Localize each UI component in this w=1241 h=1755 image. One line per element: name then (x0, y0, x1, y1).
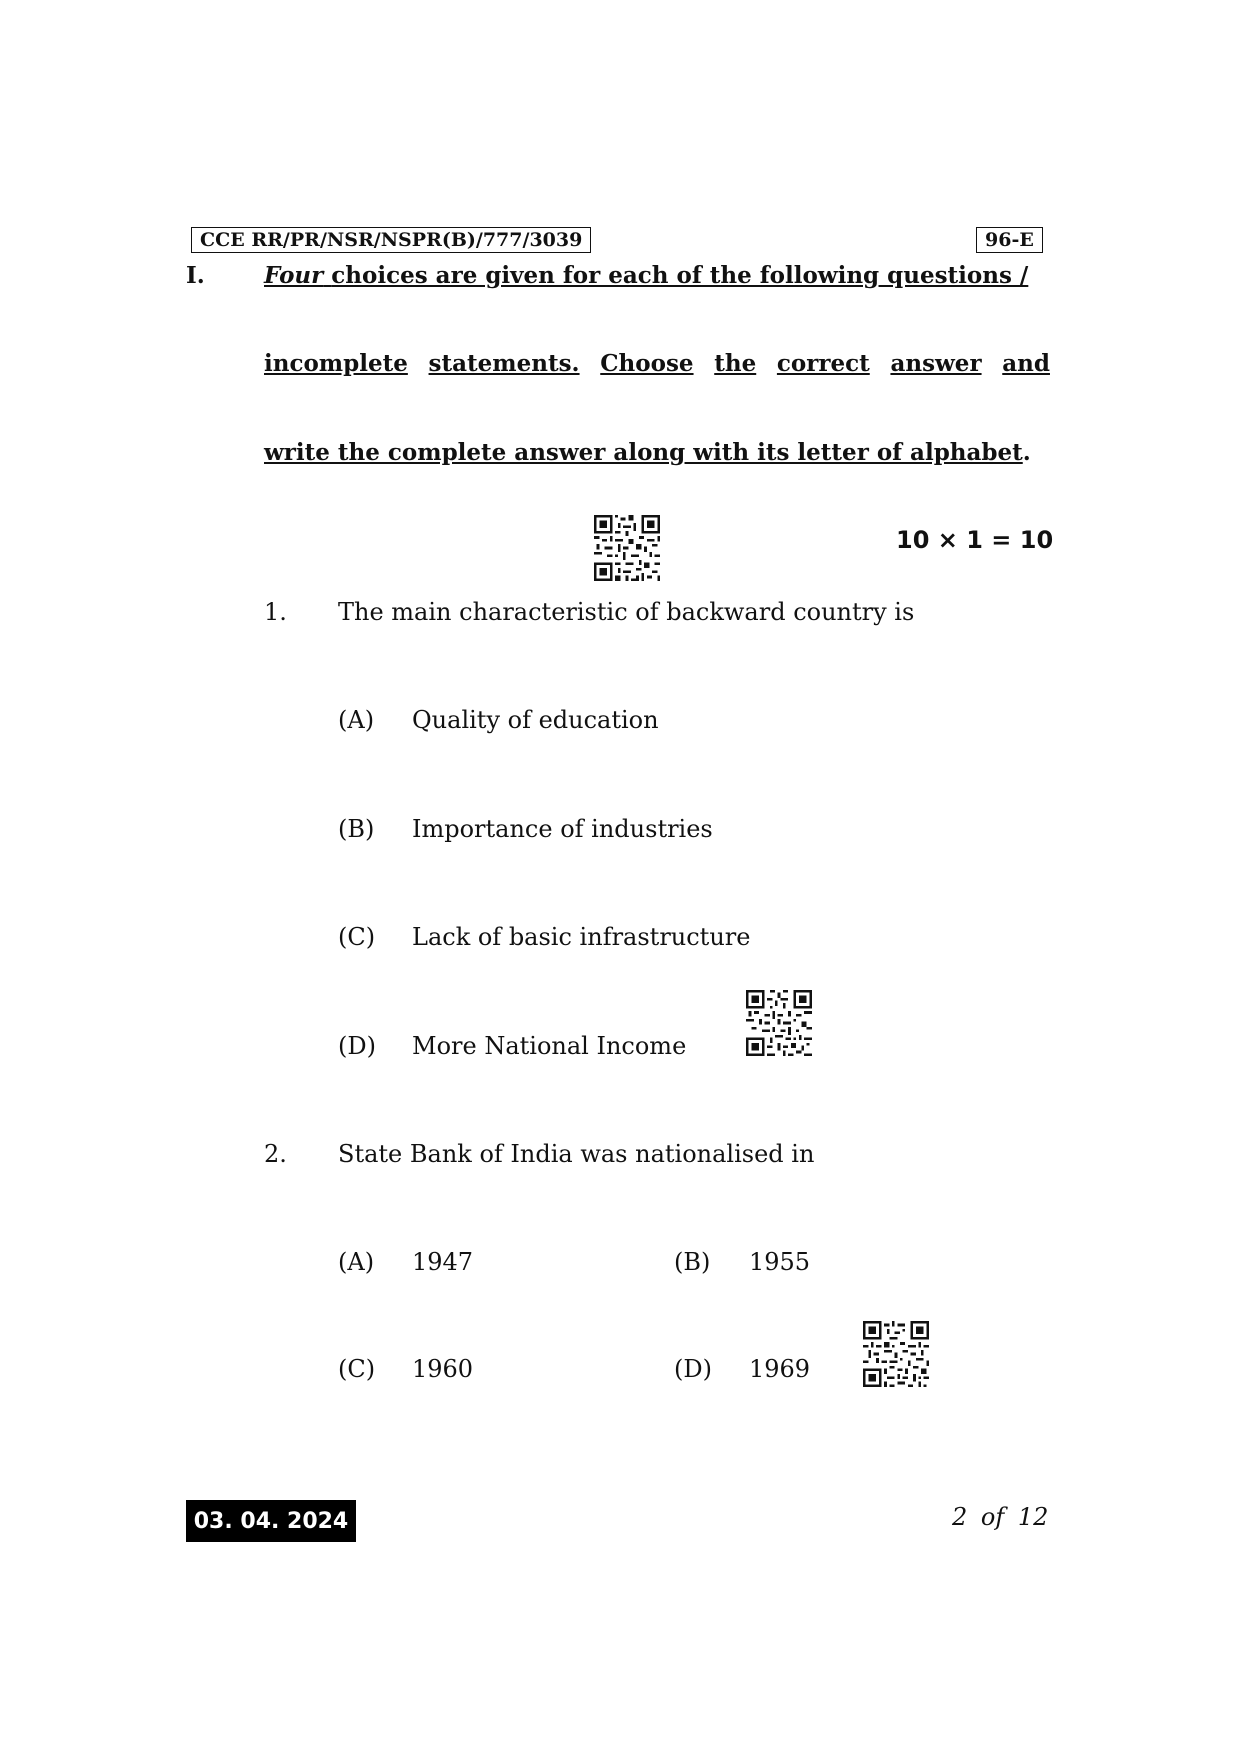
instruction-word: and (1002, 350, 1050, 377)
option-text: Importance of industries (412, 815, 713, 843)
option-text: More National Income (412, 1032, 687, 1060)
question-number: 2. (264, 1140, 287, 1168)
option-text: 1955 (749, 1248, 811, 1276)
option-text: 1969 (749, 1355, 811, 1383)
qr-code-icon (594, 515, 660, 581)
page-number: 2 of 12 (952, 1503, 1049, 1531)
option-text: Quality of education (412, 706, 659, 734)
qr-code-icon (746, 990, 812, 1056)
instruction-word: answer (890, 350, 982, 377)
instruction-word: correct (776, 350, 870, 377)
instruction-word: incomplete (264, 350, 408, 377)
instruction-line-3-text: write the complete answer along with its letter of alphabet (264, 439, 1023, 466)
question-number: 1. (264, 598, 287, 626)
option-letter: (C) (338, 1355, 376, 1383)
option-text: 1947 (412, 1248, 474, 1276)
option-text: Lack of basic infrastructure (412, 923, 751, 951)
option-letter: (D) (338, 1032, 376, 1060)
language-code: 96-E (976, 227, 1043, 253)
instruction-word: the (714, 350, 757, 377)
qr-code-icon (863, 1321, 929, 1387)
question-text: State Bank of India was nationalised in (338, 1140, 815, 1168)
paper-code: CCE RR/PR/NSR/NSPR(B)/777/3039 (191, 227, 591, 253)
instruction-line-2 (264, 350, 1050, 377)
option-text: 1960 (412, 1355, 474, 1383)
section-number: I. (186, 262, 205, 289)
option-letter: (A) (338, 706, 375, 734)
option-letter: (D) (674, 1355, 712, 1383)
question-text: The main characteristic of backward country is (338, 598, 915, 626)
option-letter: (A) (338, 1248, 375, 1276)
option-letter: (C) (338, 923, 376, 951)
instruction-word: Choose (600, 350, 694, 377)
option-letter: (B) (338, 815, 375, 843)
instruction-line-1 (264, 262, 1050, 289)
instruction-word: statements. (428, 350, 580, 377)
instruction-line-3-end: . (1022, 439, 1031, 466)
exam-date: 03. 04. 2024 (186, 1500, 356, 1542)
instruction-emphasis: Four (264, 262, 324, 289)
instruction-line-3 (264, 439, 1050, 466)
marks-label: 10 × 1 = 10 (896, 526, 1054, 554)
instruction-line-1-text: choices are given for each of the following questions / (331, 262, 1029, 289)
option-letter: (B) (674, 1248, 711, 1276)
